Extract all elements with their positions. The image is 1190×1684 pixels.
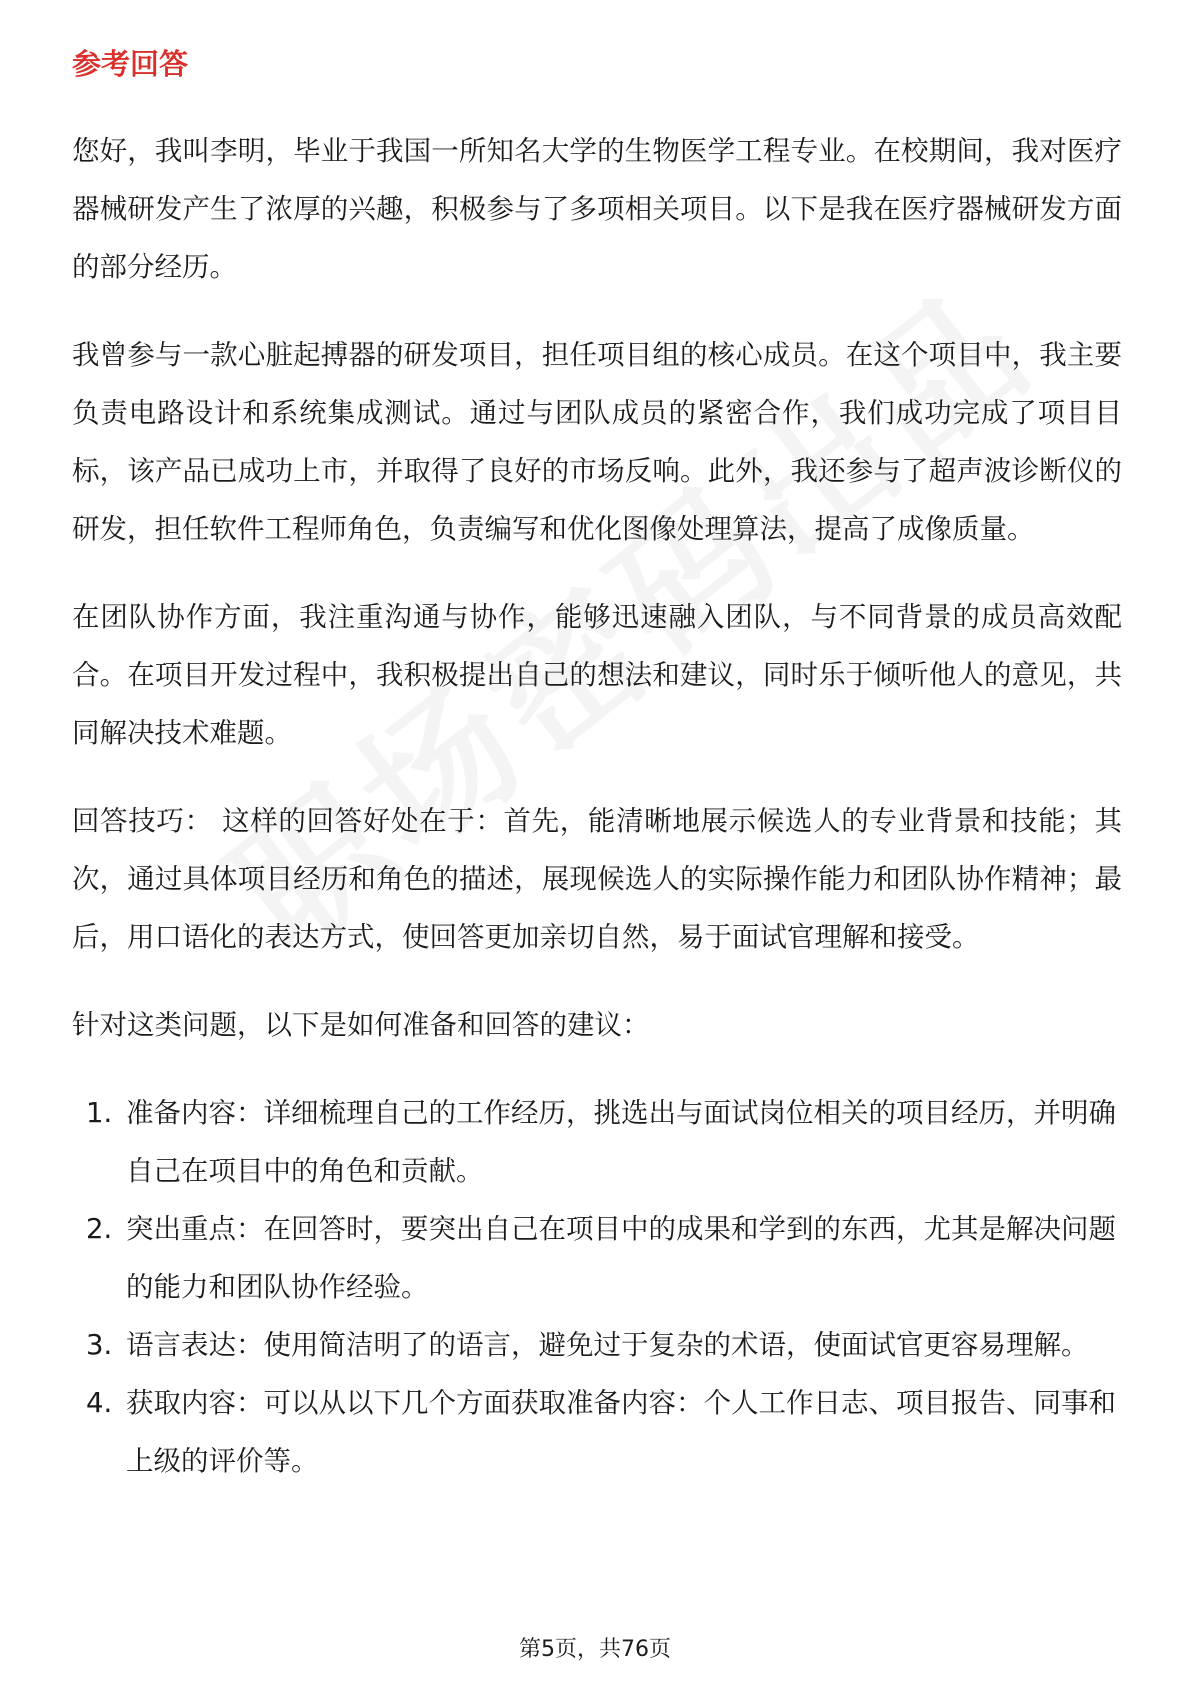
list-item: [72, 1200, 1122, 1316]
paragraph-tips: 回答技巧： 这样的回答好处在于：首先，能清晰地展示候选人的专业背景和技能；其次，通过具体项目经历和角色的描述，展现候选人的实际操作能力和团队协作精神；最后，用口语化的表达方式，使回答更加亲切自然，易于面试官理解和接受。: [72, 805, 1122, 953]
list-item-text: 语言表达：使用简洁明了的语言，避免过于复杂的术语，使面试官更容易理解。: [126, 1329, 1089, 1361]
list-number: 3.: [86, 1329, 113, 1361]
list-item: [72, 1084, 1122, 1200]
list-number: 1.: [86, 1097, 113, 1129]
list-item-text: 获取内容：可以从以下几个方面获取准备内容：个人工作日志、项目报告、同事和上级的评价等。: [126, 1387, 1116, 1477]
list-item-text: 突出重点：在回答时，要突出自己在项目中的成果和学到的东西，尤其是解决问题的能力和团队协作经验。: [126, 1213, 1116, 1303]
paragraph-intro: 您好，我叫李明，毕业于我国一所知名大学的生物医学工程专业。在校期间，我对医疗器械研发产生了浓厚的兴趣，积极参与了多项相关项目。以下是我在医疗器械研发方面的部分经历。: [72, 135, 1122, 283]
list-number: 2.: [86, 1213, 113, 1245]
paragraph-teamwork: 在团队协作方面，我注重沟通与协作，能够迅速融入团队，与不同背景的成员高效配合。在项目开发过程中，我积极提出自己的想法和建议，同时乐于倾听他人的意见，共同解决技术难题。: [72, 601, 1122, 749]
advice-list: [72, 1084, 1122, 1490]
section-heading: 参考回答: [72, 47, 189, 81]
list-number: 4.: [86, 1387, 113, 1419]
paragraph-advice-intro: 针对这类问题，以下是如何准备和回答的建议：: [72, 1009, 650, 1041]
main-content: [72, 44, 1122, 1490]
list-item: [72, 1316, 1122, 1374]
page-footer: 第5页，共76页: [519, 1637, 671, 1662]
list-item-text: 准备内容：详细梳理自己的工作经历，挑选出与面试岗位相关的项目经历，并明确自己在项目中的角色和贡献。: [126, 1097, 1116, 1187]
paragraph-experience: 我曾参与一款心脏起搏器的研发项目，担任项目组的核心成员。在这个项目中，我主要负责电路设计和系统集成测试。通过与团队成员的紧密合作，我们成功完成了项目目标，该产品已成功上市，并取得了良好的市场反响。此外，我还参与了超声波诊断仪的研发，担任软件工程师角色，负责编写和优化图像处理算法，提高了成像质量。: [72, 339, 1122, 545]
list-item: [72, 1374, 1122, 1490]
